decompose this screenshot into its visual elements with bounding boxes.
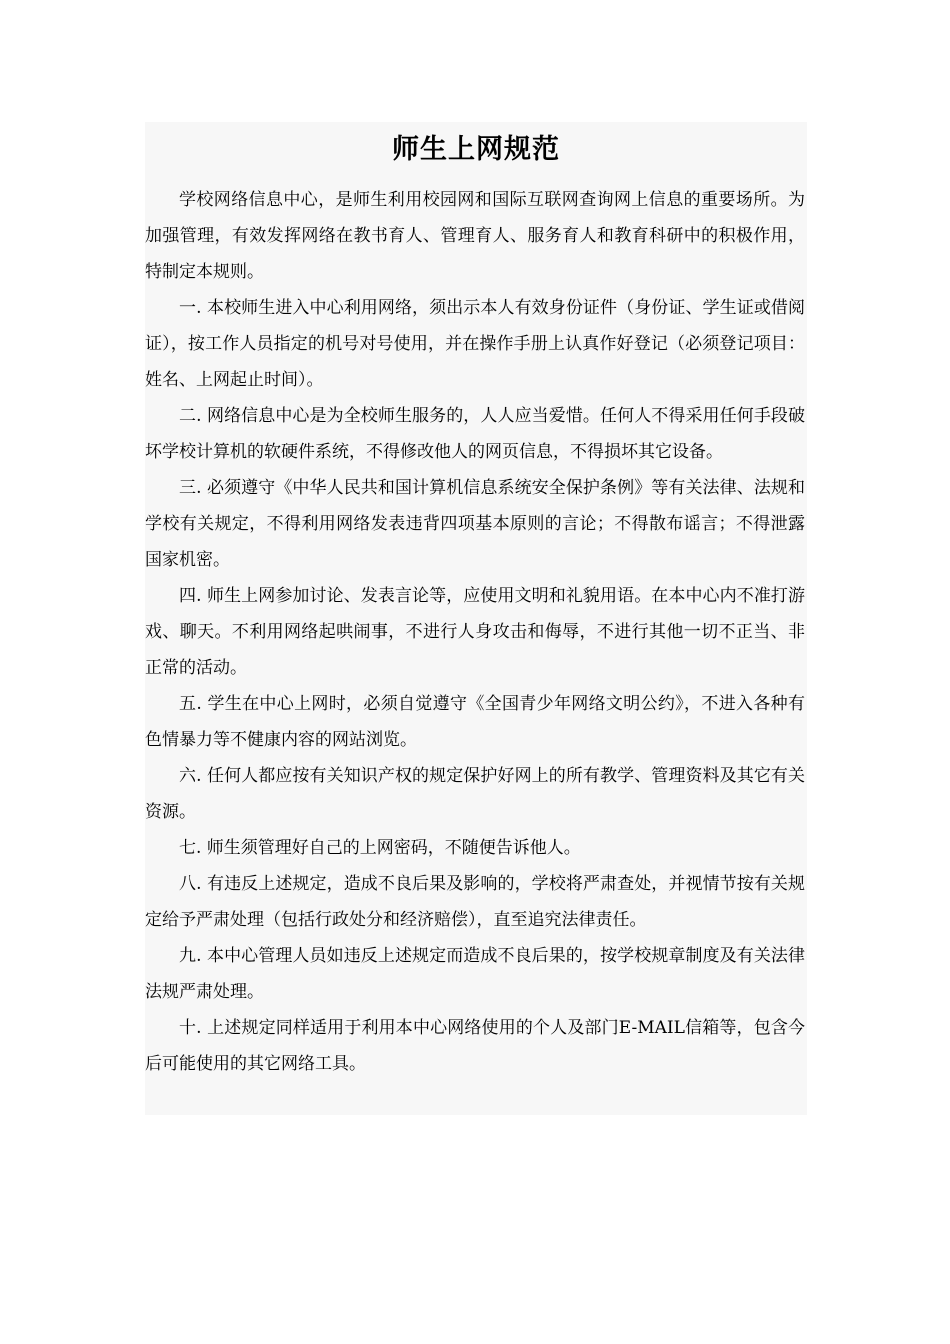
rule-7-paragraph: 七. 师生须管理好自己的上网密码，不随便告诉他人。 xyxy=(179,838,581,858)
rule-9-paragraph: 九. 本中心管理人员如违反上述规定而造成不良后果的，按学校规章制度及有关法律法规严肃处理。 xyxy=(145,946,805,1002)
rule-8-paragraph: 八. 有违反上述规定，造成不良后果及影响的，学校将严肃查处，并视情节按有关规定给予严肃处理（包括行政处分和经济赔偿），直至追究法律责任。 xyxy=(145,874,805,930)
rule-5-paragraph: 五. 学生在中心上网时，必须自觉遵守《全国青少年网络文明公约》，不进入各种有色情暴力等不健康内容的网站浏览。 xyxy=(145,694,805,750)
intro-paragraph: 学校网络信息中心，是师生利用校园网和国际互联网查询网上信息的重要场所。为加强管理，有效发挥网络在教书育人、管理育人、服务育人和教育科研中的积极作用，特制定本规则。 xyxy=(145,190,805,282)
rule-10-paragraph: 十. 上述规定同样适用于利用本中心网络使用的个人及部门E-MAIL信箱等，包含今后可能使用的其它网络工具。 xyxy=(145,1018,805,1074)
document-body xyxy=(145,122,807,1115)
rule-1-paragraph: 一. 本校师生进入中心利用网络，须出示本人有效身份证件（身份证、学生证或借阅证），按工作人员指定的机号对号使用，并在操作手册上认真作好登记（必须登记项目：姓名、上网起止时间）。 xyxy=(145,298,805,390)
rule-3-paragraph: 三. 必须遵守《中华人民共和国计算机信息系统安全保护条例》等有关法律、法规和学校有关规定，不得利用网络发表违背四项基本原则的言论；不得散布谣言；不得泄露国家机密。 xyxy=(145,478,805,570)
document-title: 师生上网规范 xyxy=(392,134,560,165)
rule-6-paragraph: 六. 任何人都应按有关知识产权的规定保护好网上的所有教学、管理资料及其它有关资源。 xyxy=(145,766,805,822)
rule-4-paragraph: 四. 师生上网参加讨论、发表言论等，应使用文明和礼貌用语。在本中心内不准打游戏、聊天。不利用网络起哄闹事，不进行人身攻击和侮辱，不进行其他一切不正当、非正常的活动。 xyxy=(145,586,805,678)
rule-2-paragraph: 二. 网络信息中心是为全校师生服务的，人人应当爱惜。任何人不得采用任何手段破坏学校计算机的软硬件系统，不得修改他人的网页信息，不得损坏其它设备。 xyxy=(145,406,805,462)
